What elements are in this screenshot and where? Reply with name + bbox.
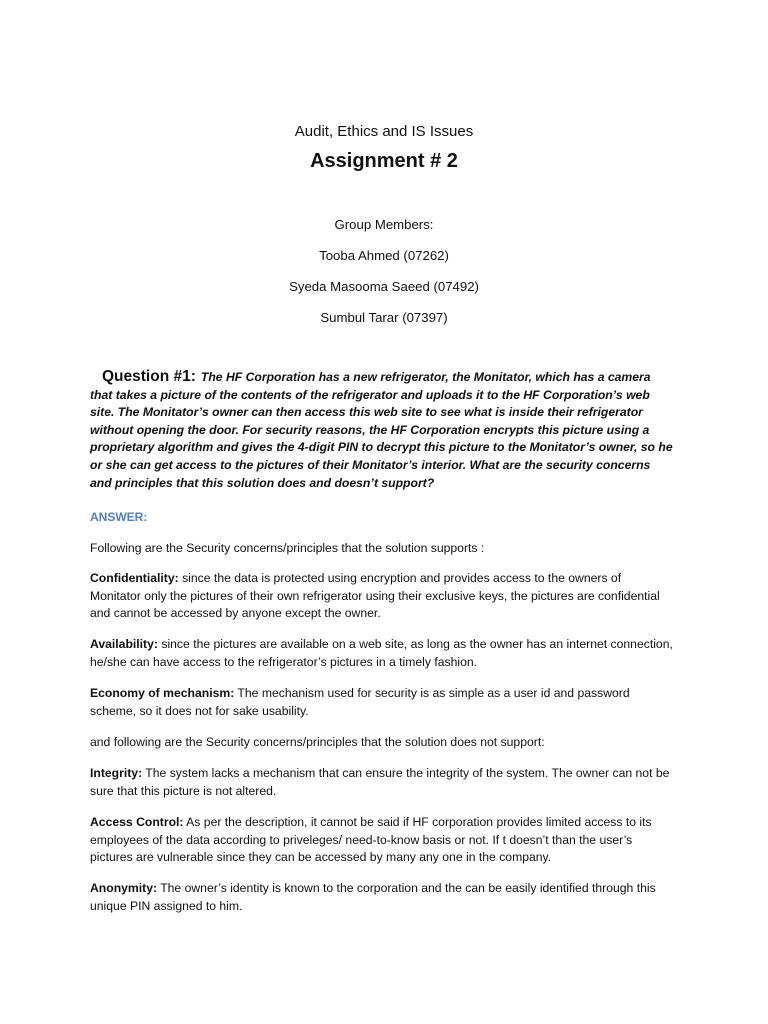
principle-term: Access Control: [90,815,184,829]
unsupported-intro: and following are the Security concerns/principles that the solution does not support: [90,735,545,749]
principle-anonymity [90,880,674,915]
principle-term: Availability: [90,637,158,651]
principle-text: since the data is protected using encryption and provides access to the owners of Monitator only the pictures of their own refrigerator using their exclusive keys, the pictures are confidential and cannot be accessed by anyone except the owner. [90,571,660,621]
supported-intro: Following are the Security concerns/principles that the solution supports : [90,541,485,555]
question-text: The HF Corporation has a new refrigerator, the Monitator, which has a camera that takes a picture of the contents of the refrigerator and uploads it to the HF Corporation’s web site. The Monitator’s owner can then access this web site to see what is inside their refrigerator without opening the door. For security reasons, the HF Corporation encrypts this picture using a proprietary algorithm and gives the 4-digit PIN to decrypt this picture to the Monitator’s owner, so he or she can get access to the pictures of their Monitator’s interior. What are the security concerns and principles that this solution does and doesn’t support? [90,370,673,490]
principle-integrity [90,765,674,800]
principle-text: As per the description, it cannot be said if HF corporation provides limited access to its employees of the data according to priveleges/ need-to-know basis or not. If t doesn’t than the user’s pictures are vulnerable since they can be accessed by many any one in the company. [90,815,652,865]
principle-term: Integrity: [90,766,143,780]
principle-availability [90,636,674,671]
principle-text: The owner’s identity is known to the corporation and the can be easily identified through this unique PIN assigned to him. [90,881,656,913]
principle-term: Economy of mechanism: [90,686,235,700]
group-members-label: Group Members: [334,217,434,232]
principle-access-control [90,814,674,867]
group-members [0,216,768,340]
question-block [90,368,674,492]
member-name: Sumbul Tarar (07397) [320,310,448,325]
member-name: Tooba Ahmed (07262) [319,248,449,263]
principle-text: The system lacks a mechanism that can ensure the integrity of the system. The owner can not be sure that this picture is not altered. [90,766,670,798]
principle-term: Confidentiality: [90,571,179,585]
principle-term: Anonymity: [90,881,158,895]
member-name: Syeda Masooma Saeed (07492) [289,279,479,294]
principle-text: since the pictures are available on a web site, as long as the owner has an internet connection, he/she can have access to the refrigerator’s pictures in a timely fashion. [90,637,673,669]
principle-text: The mechanism used for security is as simple as a user id and password scheme, so it does not for sake usability. [90,686,630,718]
question-label: Question #1: [102,368,196,385]
assignment-title: Assignment # 2 [310,150,458,172]
principle-economy-of-mechanism [90,685,674,720]
answer-heading: ANSWER: [90,510,148,524]
course-title: Audit, Ethics and IS Issues [294,123,474,140]
principle-confidentiality [90,570,674,623]
